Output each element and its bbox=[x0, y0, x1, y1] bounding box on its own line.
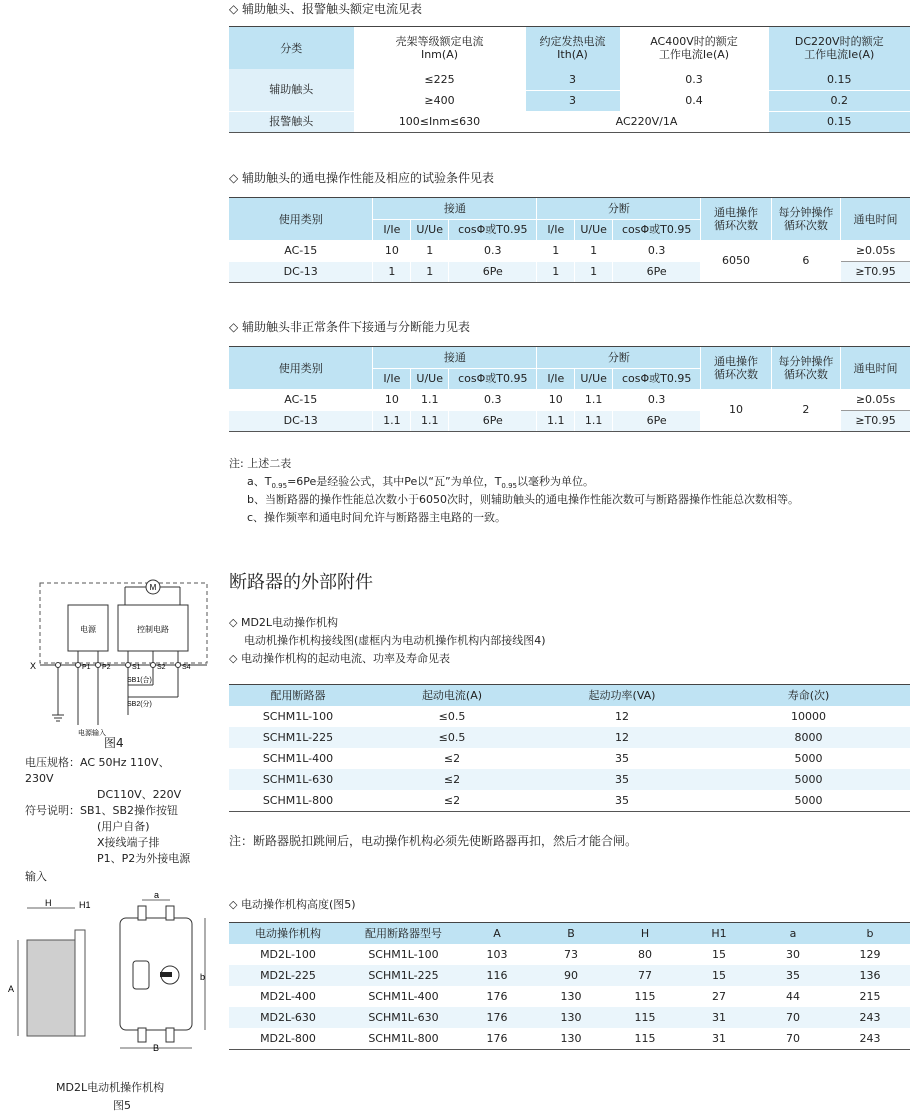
table-cell: 6 bbox=[771, 240, 840, 282]
table3-header-type: 使用类别 bbox=[229, 347, 373, 389]
sb2-label: SB2(分) bbox=[127, 701, 152, 708]
dim-h1-label: H1 bbox=[79, 900, 91, 910]
fig5-caption: 图5 bbox=[113, 1099, 131, 1112]
control-label: 控制电路 bbox=[137, 625, 169, 634]
table-cell: 0.3 bbox=[613, 389, 701, 410]
table1-title: ◇ 辅助触头、报警触头额定电流见表 bbox=[229, 2, 423, 16]
table-cell: 10 bbox=[373, 389, 411, 410]
table-row bbox=[229, 748, 910, 769]
fig4-desc: (用户自备) bbox=[97, 820, 150, 833]
note-a-sub2: 0.95 bbox=[501, 482, 518, 491]
table-cell: 0.15 bbox=[768, 111, 910, 132]
terminal-label: S2 bbox=[157, 664, 166, 671]
t2-hc0: 通电操作 bbox=[714, 206, 759, 219]
table3-header-perminute bbox=[771, 347, 840, 389]
front-terminal bbox=[166, 906, 174, 920]
table-row bbox=[229, 944, 910, 965]
table1 bbox=[229, 27, 910, 133]
table-cell: 1.1 bbox=[373, 410, 411, 431]
notes-head: 注: 上述二表 bbox=[229, 457, 292, 470]
table5-header: H bbox=[608, 923, 682, 944]
table-cell: MD2L-800 bbox=[229, 1028, 347, 1049]
table3-sub: U/Ue bbox=[575, 368, 613, 389]
terminal-icon bbox=[96, 663, 101, 668]
table-cell: 27 bbox=[682, 986, 756, 1007]
table-row bbox=[229, 790, 910, 811]
table5-title: ◇ 电动操作机构高度(图5) bbox=[229, 898, 356, 911]
table4-note: 注：断路器脱扣跳闸后，电动操作机构必须先使断路器再扣，然后才能合闸。 bbox=[229, 834, 638, 848]
table-cell: 15 bbox=[682, 965, 756, 986]
table-cell: 1.1 bbox=[575, 410, 613, 431]
table1-header-category: 分类 bbox=[229, 27, 354, 69]
note-b: b、当断路器的操作性能总次数小于6050次时，则辅助触头的通电操作性能次数可与断路器操作性能总次数相等。 bbox=[247, 493, 799, 506]
table1-header-ith bbox=[525, 27, 620, 69]
table-cell: 1 bbox=[575, 240, 613, 261]
note-a bbox=[247, 473, 594, 490]
table5-header: b bbox=[830, 923, 910, 944]
front-window bbox=[133, 961, 149, 989]
table-cell: 176 bbox=[460, 1007, 534, 1028]
table-cell: 103 bbox=[460, 944, 534, 965]
table3-sub: cosΦ或T0.95 bbox=[613, 368, 701, 389]
motor-label: M bbox=[149, 583, 157, 592]
front-terminal bbox=[138, 906, 146, 920]
table-cell: AC-15 bbox=[229, 389, 373, 410]
t1-h1a: 壳架等级额定电流 bbox=[395, 35, 484, 48]
table-cell: 0.4 bbox=[620, 90, 768, 111]
side-body bbox=[27, 940, 75, 1036]
table-cell: 5000 bbox=[707, 790, 910, 811]
table-cell: 2 bbox=[771, 389, 840, 431]
table-cell: ≥T0.95 bbox=[841, 410, 910, 431]
table-cell: 6Pe bbox=[449, 410, 537, 431]
table-cell: 0.3 bbox=[449, 389, 537, 410]
table-cell: 10 bbox=[537, 389, 575, 410]
table-cell: SCHM1L-800 bbox=[229, 790, 367, 811]
table3 bbox=[229, 347, 910, 432]
table3-header-off: 分断 bbox=[537, 347, 701, 368]
table-cell: 1 bbox=[411, 261, 449, 282]
sb1-label: SB1(合) bbox=[127, 677, 152, 684]
dim-a-lower-label: a bbox=[154, 890, 160, 900]
table-cell: 73 bbox=[534, 944, 608, 965]
note-a-pre: a、T bbox=[247, 475, 272, 488]
fig4-desc: 电压规格：AC 50Hz 110V、 bbox=[25, 756, 170, 769]
table1-label-aux: 辅助触头 bbox=[229, 69, 354, 111]
table-cell: ≥400 bbox=[354, 90, 525, 111]
front-terminal bbox=[166, 1028, 174, 1042]
terminal-label: P1 bbox=[82, 664, 91, 671]
table-cell: ≥0.05s bbox=[841, 240, 910, 261]
table2-header-cycles bbox=[701, 198, 771, 240]
table2-header-on: 接通 bbox=[373, 198, 537, 219]
table5-header: 配用断路器型号 bbox=[347, 923, 460, 944]
table5-header: 电动操作机构 bbox=[229, 923, 347, 944]
table-cell: ≥T0.95 bbox=[841, 261, 910, 282]
table-row bbox=[229, 389, 910, 410]
table-row bbox=[229, 986, 910, 1007]
table-cell: 6Pe bbox=[613, 261, 701, 282]
table-cell: 35 bbox=[537, 748, 707, 769]
table-cell: 31 bbox=[682, 1028, 756, 1049]
table3-title: ◇ 辅助触头非正常条件下接通与分断能力见表 bbox=[229, 320, 471, 334]
note-a-sub1: 0.95 bbox=[271, 482, 288, 491]
table-cell: 10 bbox=[701, 389, 771, 431]
table-cell: SCHM1L-400 bbox=[347, 986, 460, 1007]
fig5-caption-title: MD2L电动机操作机构 bbox=[56, 1081, 165, 1094]
table-cell: 5000 bbox=[707, 748, 910, 769]
power-label: 电源 bbox=[80, 625, 96, 634]
table-cell: 90 bbox=[534, 965, 608, 986]
table2-title: ◇ 辅助触头的通电操作性能及相应的试验条件见表 bbox=[229, 171, 495, 185]
table-row bbox=[229, 111, 910, 132]
table4 bbox=[229, 685, 910, 812]
table5-header: H1 bbox=[682, 923, 756, 944]
table-cell: ≤0.5 bbox=[367, 727, 537, 748]
table-cell: 35 bbox=[537, 790, 707, 811]
t1-h4b: 工作电流Ie(A) bbox=[804, 48, 875, 61]
table-cell: 115 bbox=[608, 1007, 682, 1028]
table-cell: SCHM1L-100 bbox=[229, 706, 367, 727]
table-cell: 30 bbox=[756, 944, 830, 965]
table-cell: 1 bbox=[537, 261, 575, 282]
section-heading: 断路器的外部附件 bbox=[229, 572, 373, 593]
table-cell: 15 bbox=[682, 944, 756, 965]
table-cell: MD2L-630 bbox=[229, 1007, 347, 1028]
table-cell: 0.3 bbox=[449, 240, 537, 261]
table-cell: DC-13 bbox=[229, 261, 373, 282]
t1-h3b: 工作电流Ie(A) bbox=[658, 48, 730, 61]
table-cell: 0.2 bbox=[768, 90, 910, 111]
table2-header-time: 通电时间 bbox=[841, 198, 910, 240]
table-cell: 129 bbox=[830, 944, 910, 965]
table-cell: 0.3 bbox=[613, 240, 701, 261]
note-a-mid: =6Pe是经验公式，其中Pe以“瓦”为单位，T bbox=[287, 475, 502, 488]
table2-sub: cosΦ或T0.95 bbox=[613, 219, 701, 240]
table5-header: a bbox=[756, 923, 830, 944]
terminal-icon bbox=[126, 663, 131, 668]
note-a-post: 以毫秒为单位。 bbox=[517, 475, 595, 488]
table-cell: 77 bbox=[608, 965, 682, 986]
table-cell: ≤0.5 bbox=[367, 706, 537, 727]
table-cell: 31 bbox=[682, 1007, 756, 1028]
side-plate bbox=[75, 930, 85, 1036]
table-row bbox=[229, 1028, 910, 1049]
table-cell: AC220V/1A bbox=[525, 111, 768, 132]
table-cell: 70 bbox=[756, 1007, 830, 1028]
table-cell: 243 bbox=[830, 1028, 910, 1049]
table2 bbox=[229, 198, 910, 283]
table-cell: 35 bbox=[756, 965, 830, 986]
table-cell: SCHM1L-400 bbox=[229, 748, 367, 769]
front-terminal bbox=[138, 1028, 146, 1042]
fig4-desc: DC110V、220V bbox=[97, 788, 182, 801]
terminal-label: S1 bbox=[132, 664, 141, 671]
table-cell: 10 bbox=[373, 240, 411, 261]
section-line-1: ◇ MD2L电动操作机构 bbox=[229, 616, 339, 629]
table-cell: 1 bbox=[373, 261, 411, 282]
table-cell: 12 bbox=[537, 727, 707, 748]
table-cell: 0.15 bbox=[768, 69, 910, 90]
table-cell: DC-13 bbox=[229, 410, 373, 431]
table-cell: 1.1 bbox=[411, 410, 449, 431]
table-cell: ≤2 bbox=[367, 790, 537, 811]
table-cell: 70 bbox=[756, 1028, 830, 1049]
table3-header-time: 通电时间 bbox=[841, 347, 910, 389]
terminal-icon bbox=[151, 663, 156, 668]
t3-hp0: 每分钟操作 bbox=[778, 355, 834, 368]
table-cell: 0.3 bbox=[620, 69, 768, 90]
table-cell: SCHM1L-225 bbox=[229, 727, 367, 748]
table1-label-alarm: 报警触头 bbox=[229, 111, 354, 132]
table-row bbox=[229, 69, 910, 90]
table3-sub: I/Ie bbox=[373, 368, 411, 389]
fig4-desc: P1、P2为外接电源 bbox=[97, 852, 191, 865]
table4-header: 寿命(次) bbox=[707, 685, 910, 706]
table4-header: 起动电流(A) bbox=[367, 685, 537, 706]
table-cell: SCHM1L-630 bbox=[229, 769, 367, 790]
table2-sub: I/Ie bbox=[537, 219, 575, 240]
table-cell: 12 bbox=[537, 706, 707, 727]
t1-h4a: DC220V时的额定 bbox=[794, 35, 884, 48]
t1-h2a: 约定发热电流 bbox=[539, 35, 606, 48]
terminal-icon bbox=[176, 663, 181, 668]
table3-header-cycles bbox=[701, 347, 771, 389]
table5-header: A bbox=[460, 923, 534, 944]
terminal-label: S4 bbox=[182, 664, 191, 671]
table2-sub: cosΦ或T0.95 bbox=[449, 219, 537, 240]
table-cell: 44 bbox=[756, 986, 830, 1007]
table-row bbox=[229, 965, 910, 986]
table-cell: 115 bbox=[608, 986, 682, 1007]
table-cell: 8000 bbox=[707, 727, 910, 748]
table1-header-ac400 bbox=[620, 27, 768, 69]
table-cell: 100≤Inm≤630 bbox=[354, 111, 525, 132]
table-cell: 5000 bbox=[707, 769, 910, 790]
front-body bbox=[120, 918, 192, 1030]
power-input-label: 电源输入 bbox=[78, 730, 106, 737]
front-handle bbox=[160, 972, 172, 977]
table2-header-perminute bbox=[771, 198, 840, 240]
table3-sub: I/Ie bbox=[537, 368, 575, 389]
table-cell: 1 bbox=[537, 240, 575, 261]
table-cell: ≥0.05s bbox=[841, 389, 910, 410]
table3-sub: cosΦ或T0.95 bbox=[449, 368, 537, 389]
table-cell: SCHM1L-100 bbox=[347, 944, 460, 965]
table-cell: SCHM1L-800 bbox=[347, 1028, 460, 1049]
table4-header: 配用断路器 bbox=[229, 685, 367, 706]
t3-hc1: 循环次数 bbox=[714, 368, 759, 381]
table-cell: 243 bbox=[830, 1007, 910, 1028]
table-row bbox=[229, 727, 910, 748]
t3-hp1: 循环次数 bbox=[783, 368, 828, 381]
section-line-2: 电动机操作机构接线图(虚框内为电动机操作机构内部接线图4) bbox=[244, 634, 546, 647]
table-cell: 1.1 bbox=[537, 410, 575, 431]
table5 bbox=[229, 923, 910, 1050]
table2-sub: I/Ie bbox=[373, 219, 411, 240]
table3-header-on: 接通 bbox=[373, 347, 537, 368]
t1-h1b: Inm(A) bbox=[420, 48, 459, 61]
fig4-desc: X接线端子排 bbox=[97, 836, 160, 849]
table-cell: 3 bbox=[525, 90, 620, 111]
table-row bbox=[229, 706, 910, 727]
table1-header-dc220 bbox=[768, 27, 910, 69]
dim-b-upper-label: B bbox=[153, 1043, 160, 1053]
terminal-icon bbox=[56, 663, 61, 668]
table-cell: 10000 bbox=[707, 706, 910, 727]
table-cell: 115 bbox=[608, 1028, 682, 1049]
table-cell: 6Pe bbox=[613, 410, 701, 431]
dim-a-upper-label: A bbox=[8, 984, 15, 994]
table-cell: 1.1 bbox=[411, 389, 449, 410]
table-cell: 6050 bbox=[701, 240, 771, 282]
mechanism-drawing bbox=[0, 888, 215, 1063]
table2-header-type: 使用类别 bbox=[229, 198, 373, 240]
terminal-icon bbox=[76, 663, 81, 668]
fig4-caption: 图4 bbox=[104, 736, 124, 750]
t2-hc1: 循环次数 bbox=[714, 219, 759, 232]
terminal-x-label: X bbox=[30, 661, 37, 671]
table-cell: 130 bbox=[534, 986, 608, 1007]
table-cell: 35 bbox=[537, 769, 707, 790]
table-cell: ≤2 bbox=[367, 748, 537, 769]
t1-h3a: AC400V时的额定 bbox=[650, 35, 738, 48]
table-cell: 3 bbox=[525, 69, 620, 90]
table-cell: 1.1 bbox=[575, 389, 613, 410]
table-row bbox=[229, 769, 910, 790]
table4-header: 起动功率(VA) bbox=[537, 685, 707, 706]
table-cell: 130 bbox=[534, 1007, 608, 1028]
table-cell: 176 bbox=[460, 986, 534, 1007]
section-line-3: ◇ 电动操作机构的起动电流、功率及寿命见表 bbox=[229, 652, 450, 665]
table-cell: 136 bbox=[830, 965, 910, 986]
table-cell: 176 bbox=[460, 1028, 534, 1049]
table-cell: 80 bbox=[608, 944, 682, 965]
table-cell: 1 bbox=[575, 261, 613, 282]
table-cell: MD2L-100 bbox=[229, 944, 347, 965]
table-cell: MD2L-400 bbox=[229, 986, 347, 1007]
table-row bbox=[229, 240, 910, 261]
table-cell: SCHM1L-225 bbox=[347, 965, 460, 986]
table-cell: 215 bbox=[830, 986, 910, 1007]
table-cell: AC-15 bbox=[229, 240, 373, 261]
dim-h-label: H bbox=[45, 898, 52, 908]
table-cell: 1 bbox=[411, 240, 449, 261]
note-c: c、操作频率和通电时间允许与断路器主电路的一致。 bbox=[247, 511, 507, 524]
table5-header: B bbox=[534, 923, 608, 944]
table3-sub: U/Ue bbox=[411, 368, 449, 389]
terminal-label: P2 bbox=[102, 664, 111, 671]
fig4-desc: 230V bbox=[25, 772, 54, 785]
table2-sub: U/Ue bbox=[575, 219, 613, 240]
table2-sub: U/Ue bbox=[411, 219, 449, 240]
table-cell: ≤2 bbox=[367, 769, 537, 790]
table2-header-off: 分断 bbox=[537, 198, 701, 219]
fig4-desc: 符号说明：SB1、SB2操作按钮 bbox=[25, 804, 179, 817]
dim-b-lower-label: b bbox=[200, 972, 206, 982]
fig4-desc: 输入 bbox=[25, 870, 47, 883]
table-cell: 130 bbox=[534, 1028, 608, 1049]
t3-hc0: 通电操作 bbox=[714, 355, 759, 368]
table-cell: SCHM1L-630 bbox=[347, 1007, 460, 1028]
wiring-diagram bbox=[0, 575, 215, 740]
table-cell: 6Pe bbox=[449, 261, 537, 282]
table-cell: MD2L-225 bbox=[229, 965, 347, 986]
table-cell: 116 bbox=[460, 965, 534, 986]
table-cell: ≤225 bbox=[354, 69, 525, 90]
t2-hp1: 循环次数 bbox=[783, 219, 828, 232]
table-row bbox=[229, 1007, 910, 1028]
t2-hp0: 每分钟操作 bbox=[778, 206, 834, 219]
t1-h2b: Ith(A) bbox=[557, 48, 588, 61]
table1-header-inm bbox=[354, 27, 525, 69]
